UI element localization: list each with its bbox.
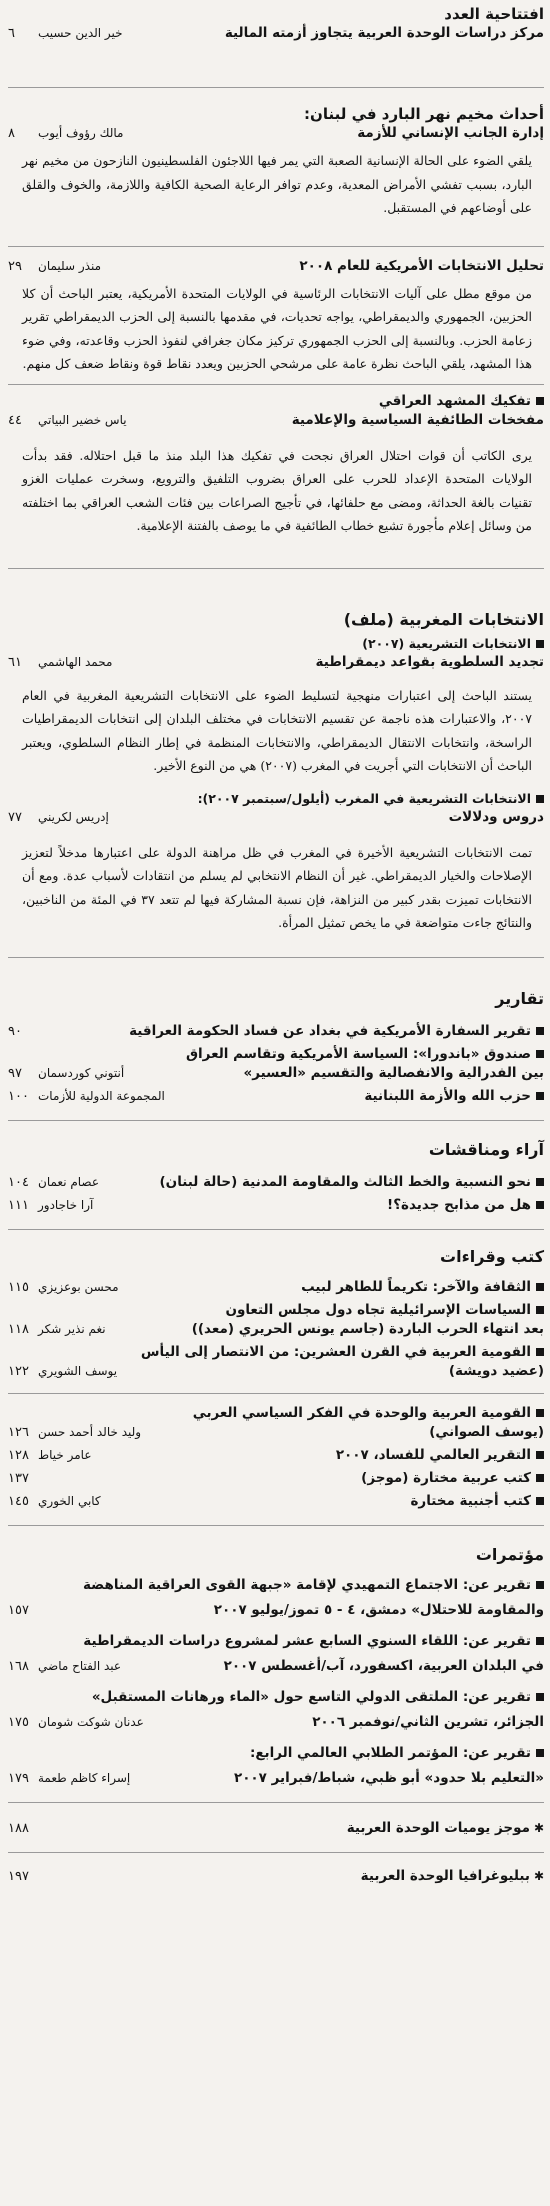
- entry-author: المجموعة الدولية للأزمات: [38, 1088, 165, 1103]
- entry-author: عصام نعمان: [38, 1174, 100, 1189]
- entry-title: والمقاومة للاحتلال» دمشق، ٤ - ٥ تموز/يوليو ٢٠٠٧: [213, 1601, 544, 1618]
- bullet-square-icon: [536, 1637, 544, 1645]
- entry-title: تقرير السفارة الأمريكية في بغداد عن فساد الحكومة العراقية: [129, 1022, 531, 1039]
- entry-title: مفخخات الطائفية السياسية والإعلامية: [291, 411, 544, 428]
- toc-section-us-elections: [8, 257, 544, 376]
- entry-title: إدارة الجانب الإنساني للأزمة: [357, 125, 544, 141]
- toc-entry[interactable]: [8, 1343, 544, 1362]
- toc-entry[interactable]: [8, 257, 544, 276]
- toc-section-nahr-al-bared: [8, 104, 544, 220]
- toc-section-editorial: [8, 0, 544, 43]
- toc-entry[interactable]: [8, 653, 544, 672]
- toc-entry[interactable]: [8, 1087, 544, 1106]
- entry-page: ١٢٢: [8, 1363, 29, 1379]
- entry-page: ٢٩: [8, 258, 22, 274]
- entry-page: ١٧٥: [8, 1714, 29, 1730]
- toc-entry[interactable]: [8, 1713, 544, 1732]
- toc-section-books: [8, 1246, 544, 1511]
- entry-page: ١٥٧: [8, 1602, 29, 1618]
- toc-entry[interactable]: [8, 1404, 544, 1423]
- toc-entry[interactable]: [8, 1576, 544, 1595]
- entry-author: إسراء كاظم طعمة: [38, 1770, 131, 1785]
- entry-abstract: تمت الانتخابات التشريعية الأخيرة في المغرب في ظل مراهنة الدولة على اعتبارها مدخلاً لتعزيز الإصلاحات والخيار الديمقراطي. غير أن النظام الانتخابي لم يسلم من انتقادات لأسباب عدة. ومع أن الانتخابات تميزت بقدر كبير من النزاهة، فإن نسبة المشاركة فيها لم تتعد ٣٧ في المئة من الناخبين، والنتائج جاءت متواضعة في ما يخص تمثيل المرأة.: [22, 844, 532, 930]
- section-heading: تفكيك المشهد العراقي: [8, 391, 544, 411]
- group-title: مؤتمرات: [475, 1544, 544, 1564]
- toc-entry[interactable]: [8, 1196, 544, 1215]
- toc-section-opinions: [8, 1139, 544, 1215]
- divider: [8, 246, 544, 247]
- toc-entry[interactable]: [8, 1022, 544, 1041]
- entry-page: ٩٧: [8, 1065, 22, 1081]
- entry-author: وليد خالد أحمد حسن: [38, 1424, 142, 1439]
- toc-entry[interactable]: [8, 1744, 544, 1763]
- asterisk-icon: ✱: [533, 1820, 544, 1835]
- bullet-square-icon: [536, 1581, 544, 1589]
- entry-author: آرا خاجادور: [38, 1197, 94, 1212]
- group-title: كتب وقراءات: [440, 1246, 544, 1266]
- toc-entry[interactable]: [8, 24, 544, 43]
- entry-author: عبد الفتاح ماضي: [38, 1658, 122, 1673]
- toc-section-moroccan-elections: [8, 609, 544, 935]
- divider: [8, 384, 544, 385]
- entry-page: ١٩٧: [8, 1868, 29, 1884]
- entry-title: مركز دراسات الوحدة العربية يتجاوز أزمته المالية: [224, 25, 544, 41]
- divider: [8, 1229, 544, 1230]
- toc-section-reports: [8, 988, 544, 1106]
- divider: [8, 568, 544, 569]
- entry-author: محسن بوعزيزي: [38, 1279, 119, 1294]
- entry-title: «التعليم بلا حدود» أبو ظبي، شباط/فبراير ٢٠٠٧: [233, 1769, 544, 1786]
- toc-entry[interactable]: [8, 1469, 544, 1488]
- entry-title: حزب الله والأزمة اللبنانية: [364, 1087, 531, 1104]
- bullet-square-icon: [536, 1409, 544, 1417]
- group-title: آراء ومناقشات: [428, 1139, 544, 1159]
- toc-entry[interactable]: [8, 1278, 544, 1297]
- toc-entry[interactable]: [8, 808, 544, 827]
- entry-author: كابي الخوري: [38, 1493, 101, 1508]
- toc-entry[interactable]: [8, 124, 544, 143]
- toc-entry[interactable]: [8, 1045, 544, 1064]
- bullet-square-icon: [536, 1178, 544, 1186]
- entry-title: القومية العربية والوحدة في الفكر السياسي العربي: [192, 1404, 531, 1421]
- entry-title: تقرير عن: المؤتمر الطلابي العالمي الرابع:: [249, 1744, 531, 1761]
- subheading: الانتخابات التشريعية (٢٠٠٧): [8, 635, 544, 653]
- entry-title: الجزائر، تشرين الثاني/نوفمبر ٢٠٠٦: [312, 1713, 544, 1730]
- bullet-square-icon: [536, 1451, 544, 1459]
- entry-title: الثقافة والآخر: تكريماً للطاهر لبيب: [301, 1278, 531, 1295]
- entry-page: ٧٧: [8, 809, 22, 825]
- entry-page: ١٠٤: [8, 1174, 29, 1190]
- bullet-square-icon: [536, 1283, 544, 1291]
- bullet-square-icon: [536, 1749, 544, 1757]
- entry-page: ٤٤: [8, 412, 22, 428]
- toc-section-iraq: [8, 391, 544, 538]
- entry-title: بين الفدرالية والانفصالية والتقسيم «العسير»: [243, 1064, 544, 1081]
- toc-entry[interactable]: [8, 411, 544, 430]
- toc-entry[interactable]: [8, 1657, 544, 1676]
- toc-entry[interactable]: [8, 1492, 544, 1511]
- group-title: تقارير: [495, 988, 544, 1008]
- entry-author: منذر سليمان: [38, 258, 102, 273]
- entry-author: خير الدين حسيب: [38, 26, 123, 40]
- toc-entry[interactable]: [8, 1819, 544, 1838]
- toc-entry[interactable]: [8, 1064, 544, 1083]
- entry-author: عدنان شوكت شومان: [38, 1714, 144, 1729]
- toc-entry[interactable]: [8, 1362, 544, 1381]
- entry-title: تقرير عن: الملتقى الدولي التاسع حول «الماء ورهانات المستقبل»: [91, 1688, 531, 1705]
- entry-page: ١٠٠: [8, 1088, 29, 1104]
- entry-page: ١٢٦: [8, 1424, 29, 1440]
- entry-page: ١٤٥: [8, 1493, 29, 1509]
- bullet-square-icon: [536, 1027, 544, 1035]
- bullet-square-icon: [536, 1693, 544, 1701]
- entry-page: ١٢٨: [8, 1447, 29, 1463]
- section-heading: افتتاحية العدد: [444, 5, 544, 23]
- toc-section-conferences: [8, 1544, 544, 1788]
- entry-author: محمد الهاشمي: [38, 654, 113, 669]
- entry-author: نغم نذير شكر: [38, 1321, 106, 1336]
- toc-entry[interactable]: [8, 1423, 544, 1442]
- entry-title: كتب أجنبية مختارة: [410, 1492, 531, 1509]
- entry-abstract: من موقع مطل على آليات الانتخابات الرئاسية في الولايات المتحدة الأمريكية، يعتبر الباحث أن كلا الحزبين، الجمهوري والديمقراطي، يواجه تحديات، في مقدمها بالنسبة إلى الحزب الديمقراطي تقرير زعامة الحزب. وبالنسبة إلى الحزب الجمهوري تركيز مكان جغرافي لنفوذ الحزب وقاعدته، وفي ضوء هذا المشهد، يلقي الباحث نظرة عامة على مرشحي الحزبين ويعدد نقاط قوة ونقاط ضعف كل منهم.: [22, 285, 532, 371]
- divider: [8, 1393, 544, 1394]
- entry-title: القومية العربية في القرن العشرين: من الانتصار إلى اليأس: [140, 1343, 531, 1360]
- bullet-square-icon: [536, 1474, 544, 1482]
- entry-author: أنتوني كوردسمان: [38, 1065, 125, 1080]
- entry-title: موجز يوميات الوحدة العربية: [346, 1819, 530, 1836]
- asterisk-icon: ✱: [533, 1868, 544, 1883]
- bullet-square-icon: [536, 1092, 544, 1100]
- entry-page: ١١١: [8, 1197, 29, 1213]
- entry-author: مالك رؤوف أيوب: [38, 126, 124, 140]
- entry-title: نحو النسبية والخط الثالث والمقاومة المدنية (حالة لبنان): [159, 1173, 531, 1190]
- entry-abstract: يرى الكاتب أن قوات احتلال العراق نجحت في تفكيك هذا البلد منذ ما قبل احتلاله. فقد بدأت الولايات المتحدة الإعداد للحرب على العراق بضروب التلفيق والترويع، وسخرت عمليات الغزو تقنيات بالغة الحداثة، ومضى مع حلفائها، في تأجيج الصراعات بين فئات الشعب العراقي بما اختلفته من وسائل إعلام مأجورة تشيع خطاب الطائفية في ما يوصف بالفتنة الإعلامية.: [22, 447, 532, 533]
- bullet-square-icon: [536, 1201, 544, 1209]
- entry-title: تجديد السلطوية بقواعد ديمقراطية: [315, 653, 544, 670]
- entry-page: ١٨٨: [8, 1820, 29, 1836]
- entry-title: (عضيد دويشة): [448, 1362, 544, 1379]
- divider: [8, 1802, 544, 1803]
- subheading: الانتخابات التشريعية في المغرب (أيلول/سبتمبر ٢٠٠٧):: [8, 790, 544, 808]
- entry-page: ١٣٧: [8, 1470, 29, 1486]
- toc-entry[interactable]: [8, 1446, 544, 1465]
- toc-entry[interactable]: [8, 1769, 544, 1788]
- entry-page: ٨: [8, 126, 15, 141]
- divider: [8, 1525, 544, 1526]
- entry-title: كتب عربية مختارة (موجز): [361, 1469, 531, 1486]
- entry-author: عامر خياط: [38, 1447, 92, 1462]
- entry-title: (يوسف الصواني): [429, 1423, 544, 1440]
- toc-entry[interactable]: [8, 1688, 544, 1707]
- entry-title: التقرير العالمي للفساد، ٢٠٠٧: [335, 1446, 531, 1463]
- entry-title: دروس ودلالات: [448, 808, 544, 825]
- toc-section-tail: [8, 1819, 544, 1886]
- divider: [8, 87, 544, 88]
- entry-title: السياسات الإسرائيلية تجاه دول مجلس التعاون: [225, 1301, 531, 1318]
- bullet-square-icon: [536, 1050, 544, 1058]
- entry-author: إدريس لكريني: [38, 809, 109, 824]
- entry-page: ١١٨: [8, 1321, 29, 1337]
- entry-title: تقرير عن: اللقاء السنوي السابع عشر لمشروع دراسات الديمقراطية: [83, 1632, 531, 1649]
- entry-abstract: يلقي الضوء على الحالة الإنسانية الصعبة التي يمر فيها اللاجئون الفلسطينيون النازحون من مخيم نهر البارد، بسبب تفشي الأمراض المعدية، وعدم توافر الرعاية الصحية الكافية واللازمة، والخوف والقلق على أوضاعهم في المستقبل.: [22, 153, 532, 215]
- group-title: الانتخابات المغربية (ملف): [343, 609, 544, 629]
- entry-author: ياس خضير البياتي: [38, 412, 127, 427]
- entry-page: ١٧٩: [8, 1770, 29, 1786]
- entry-title: تحليل الانتخابات الأمريكية للعام ٢٠٠٨: [299, 257, 544, 274]
- entry-author: يوسف الشويري: [38, 1363, 118, 1378]
- entry-page: ٦: [8, 26, 15, 41]
- entry-title: في البلدان العربية، اكسفورد، آب/أغسطس ٢٠٠٧: [223, 1657, 544, 1674]
- entry-title: ببليوغرافيا الوحدة العربية: [360, 1867, 530, 1884]
- entry-title: صندوق «باندورا»: السياسة الأمريكية وتقاسم العراق: [185, 1045, 531, 1062]
- toc-entry[interactable]: [8, 1867, 544, 1886]
- bullet-square-icon: [536, 1306, 544, 1314]
- bullet-square-icon: [536, 397, 544, 405]
- entry-page: ٦١: [8, 654, 22, 670]
- entry-title: بعد انتهاء الحرب الباردة (جاسم يونس الحريري (معد)): [191, 1320, 544, 1337]
- entry-title: تقرير عن: الاجتماع التمهيدي لإقامة «جبهة القوى العراقية المناهضة: [82, 1576, 531, 1593]
- toc-entry[interactable]: [8, 1320, 544, 1339]
- divider: [8, 1120, 544, 1121]
- section-heading: أحداث مخيم نهر البارد في لبنان:: [304, 105, 544, 123]
- entry-page: ١١٥: [8, 1279, 29, 1295]
- divider: [8, 1852, 544, 1853]
- entry-page: ١٦٨: [8, 1658, 29, 1674]
- toc-entry[interactable]: [8, 1601, 544, 1620]
- toc-entry[interactable]: [8, 1301, 544, 1320]
- entry-abstract: يستند الباحث إلى اعتبارات منهجية لتسليط الضوء على الانتخابات التشريعية المغربية في العام ٢٠٠٧، والاعتبارات هذه ناجمة عن تقسيم الانتخابات في مختلف البلدان إلى انتخابات الديمقراطيات الراسخة، وانتخابات الانتقال الديمقراطي، والانتخابات المنظمة في إطار النظام السلطوي، ويعتبر الباحث أن الانتخابات التي أجريت في المغرب (٢٠٠٧) هي من النوع الأخير.: [22, 687, 532, 773]
- toc-entry[interactable]: [8, 1173, 544, 1192]
- bullet-square-icon: [536, 640, 544, 648]
- divider: [8, 957, 544, 958]
- bullet-square-icon: [536, 1348, 544, 1356]
- entry-page: ٩٠: [8, 1023, 22, 1039]
- toc-entry[interactable]: [8, 1632, 544, 1651]
- bullet-square-icon: [536, 1497, 544, 1505]
- bullet-square-icon: [536, 795, 544, 803]
- entry-title: هل من مذابح جديدة؟!: [387, 1196, 531, 1213]
